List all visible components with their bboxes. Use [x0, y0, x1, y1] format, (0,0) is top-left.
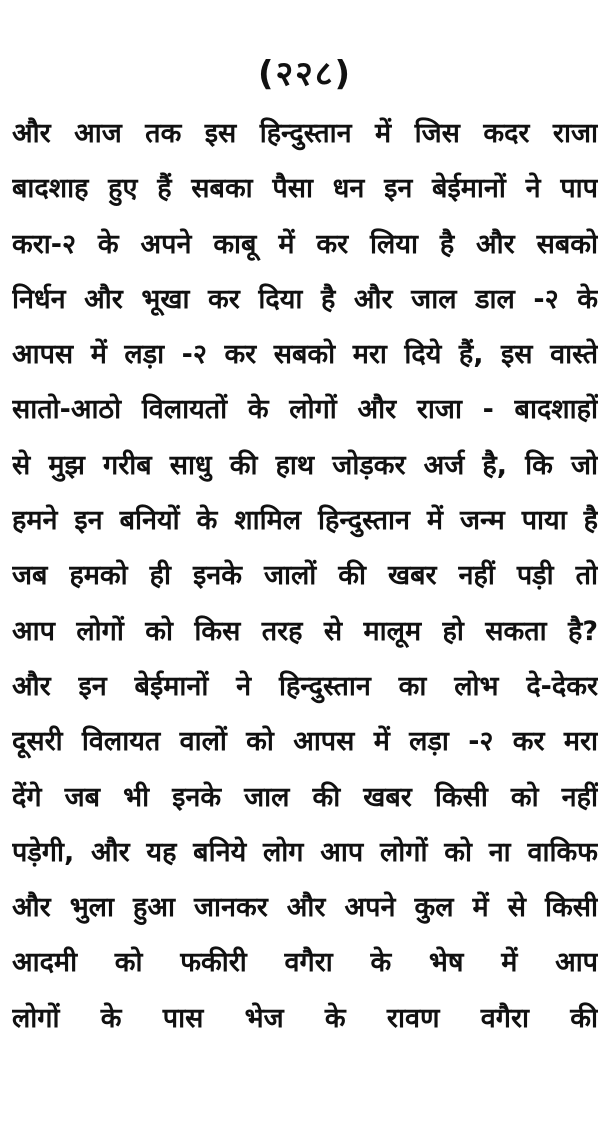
text-line: आपस में लड़ा -२ कर सबको मरा दिये हैं, इस वास्ते	[12, 339, 598, 371]
text-line: निर्धन और भूखा कर दिया है और जाल डाल -२ के	[12, 283, 598, 315]
text-line: जब हमको ही इनके जालों की खबर नहीं पड़ी तो	[12, 560, 598, 592]
body-text	[12, 106, 598, 1046]
text-line: देंगे जब भी इनके जाल की खबर किसी को नहीं	[12, 781, 598, 813]
text-line: बादशाह हुए हैं सबका पैसा धन इन बेईमानों ने पाप	[12, 173, 598, 205]
text-line: आदमी को फकीरी वगैरा के भेष में आप	[12, 947, 598, 979]
text-line: करा-२ के अपने काबू में कर लिया है और सबको	[12, 228, 598, 260]
page-number: (२२८)	[257, 54, 353, 94]
text-line: और भुला हुआ जानकर और अपने कुल में से किसी	[12, 892, 598, 924]
text-line: और आज तक इस हिन्दुस्तान में जिस कदर राजा	[12, 118, 598, 149]
text-line: आप लोगों को किस तरह से मालूम हो सकता है?	[12, 615, 598, 647]
text-line: से मुझ गरीब साधु की हाथ जोड़कर अर्ज है, कि जो	[12, 449, 598, 481]
text-line: हमने इन बनियों के शामिल हिन्दुस्तान में जन्म पाया है	[12, 505, 598, 537]
text-line: पड़ेगी, और यह बनिये लोग आप लोगों को ना वाकिफ	[12, 836, 598, 868]
text-line: लोगों के पास भेज के रावण वगैरा की	[12, 1002, 598, 1034]
text-line: दूसरी विलायत वालों को आपस में लड़ा -२ कर मरा	[12, 726, 598, 758]
text-line: और इन बेईमानों ने हिन्दुस्तान का लोभ दे-देकर	[12, 670, 598, 702]
text-line: सातो-आठो विलायतों के लोगों और राजा - बादशाहों	[12, 394, 598, 426]
